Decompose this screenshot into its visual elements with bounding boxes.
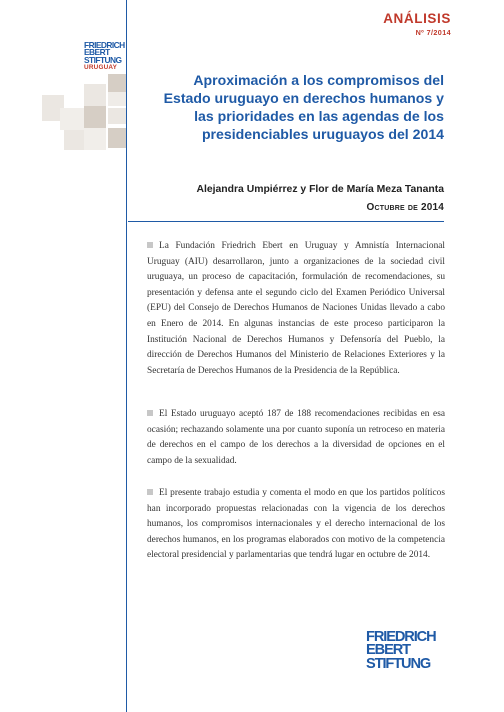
issue-number: Nº 7/2014 <box>415 28 451 37</box>
decor-square <box>84 128 106 150</box>
decor-square <box>60 108 84 130</box>
paragraph-text: El presente trabajo estudia y comenta el modo en que los partidos políticos han incorporado propuestas relacionadas con la vigencia de los derechos humanos, los compromisos internacionales y el derecho internacional de los derechos humanos, en los programas elaborados con motivo de la competencia electoral presidencial y parlamentarias que tendrá lugar en octubre de 2014. <box>147 488 445 561</box>
logo-word: FRIEDRICH <box>84 40 125 50</box>
publication-date: Octubre de 2014 <box>366 202 444 213</box>
decor-square <box>108 108 126 124</box>
fes-uruguay-logo <box>84 42 126 72</box>
fes-logo <box>366 631 450 671</box>
logo-word: FRIEDRICH <box>366 629 436 645</box>
bullet-square <box>147 489 153 495</box>
paragraph <box>147 486 445 564</box>
logo-word: STIFTUNG <box>84 54 122 65</box>
vertical-rule <box>126 0 127 712</box>
series-label: ANÁLISIS <box>383 11 451 26</box>
paragraph-text: El Estado uruguayo aceptó 187 de 188 recomendaciones recibidas en esa ocasión; rechazando solamente una por cuanto suponía un retroceso en materia de derechos en el campo de los derechos a la diversidad de opciones en el campo de la sexualidad. <box>147 409 445 466</box>
decor-square <box>108 128 126 148</box>
decor-square <box>84 84 106 106</box>
decor-square <box>108 92 126 106</box>
decor-square <box>64 130 84 150</box>
paragraph <box>147 407 445 469</box>
logo-word: EBERT <box>366 642 410 659</box>
decor-square <box>108 74 126 92</box>
authors: Alejandra Umpiérrez y Flor de María Meza Tananta <box>196 184 444 195</box>
logo-word: STIFTUNG <box>366 655 431 672</box>
paragraph <box>147 239 445 379</box>
document-title: Aproximación a los compromisos del Estado uruguayo en derechos humanos y las prioridades en las agendas de los presidenciables uruguayos del 2014 <box>163 72 444 142</box>
logo-country: URUGUAY <box>84 64 118 72</box>
bullet-square <box>147 410 153 416</box>
paragraph-text: La Fundación Friedrich Ebert en Uruguay y Amnistía Internacional Uruguay (AIU) desarrollaron, junto a organizaciones de la sociedad civil uruguaya, un proceso de capacitación, formulación de recomendaciones, su presentación y defensa ante el segundo ciclo del Examen Periódico Universal (EPU) del Consejo de Derechos Humanos de Naciones Unidas llevado a cabo en Enero de 2014. En algunas instancias de este proceso participaron la Institución Nacional de Derechos Humanos y Defensoría del Pueblo, la dirección de Derechos Humanos del Ministerio de Relaciones Exteriores y la Secretaría de Derechos Humanos de la Presidencia de la República. <box>147 241 445 376</box>
bullet-square <box>147 242 153 248</box>
logo-word: EBERT <box>84 47 110 58</box>
decor-square <box>84 106 106 128</box>
date-divider <box>128 221 444 222</box>
